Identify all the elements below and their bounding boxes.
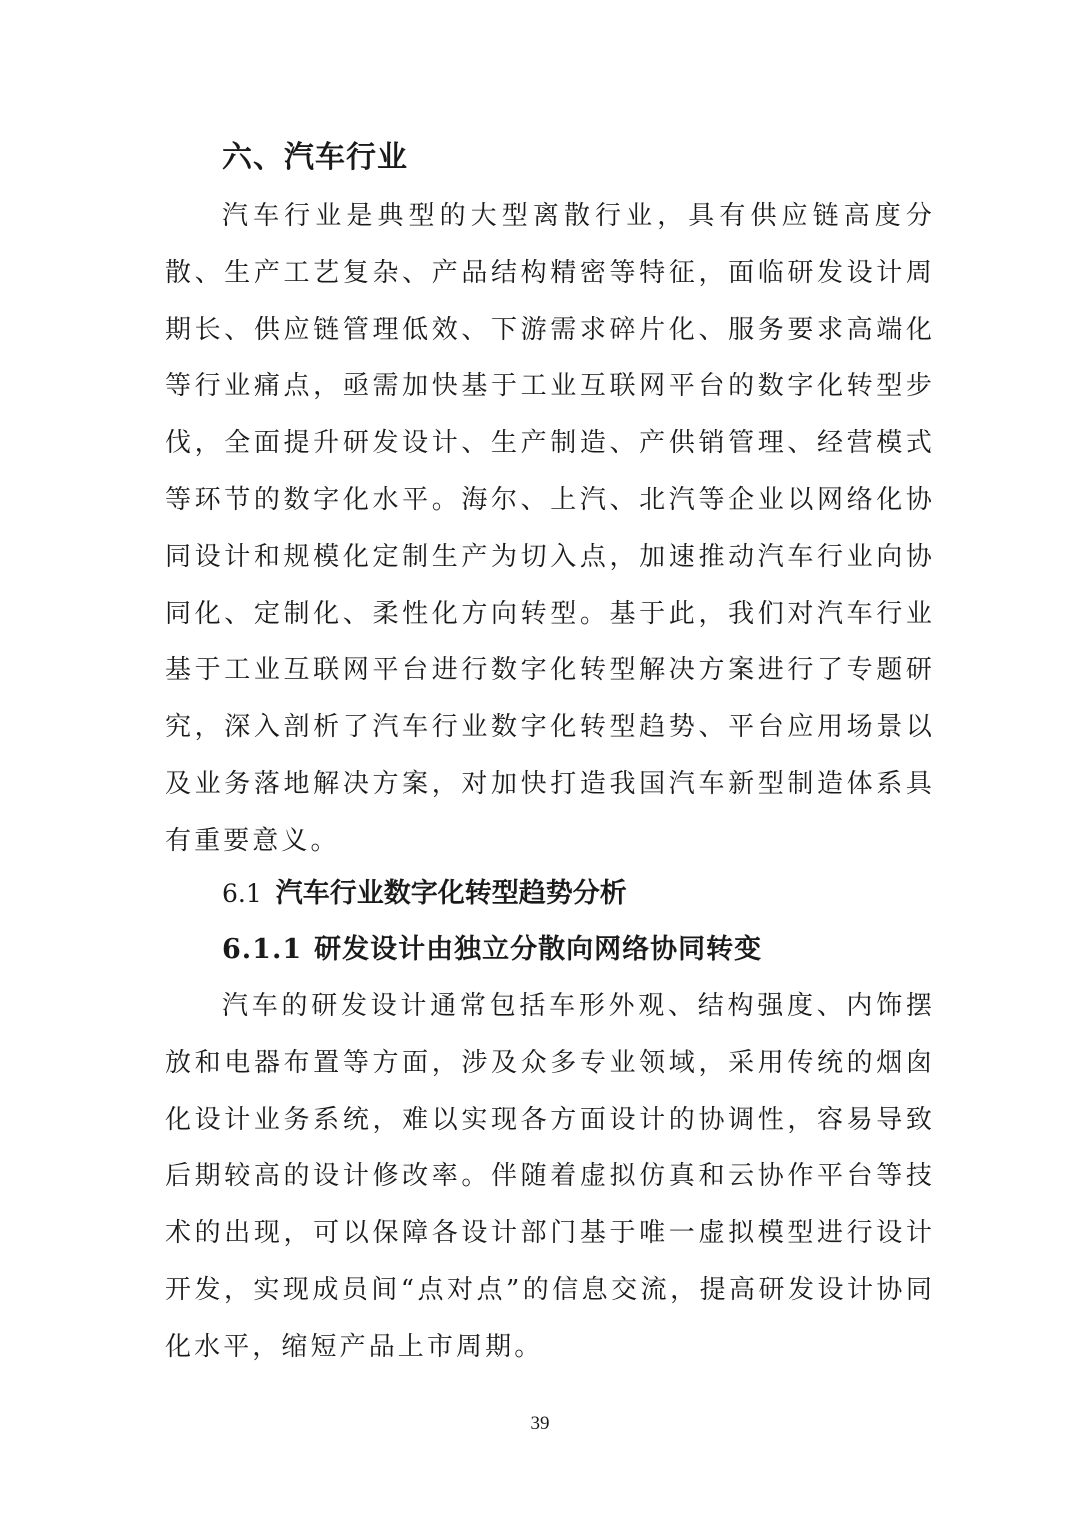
paragraph-intro: 汽车行业是典型的大型离散行业，具有供应链高度分散、生产工艺复杂、产品结构精密等特征，面临研发设计周期长、供应链管理低效、下游需求碎片化、服务要求高端化等行业痛点，亟需加快基于工业互联网平台的数字化转型步伐，全面提升研发设计、生产制造、产供销管理、经营模式等环节的数字化水平。海尔、上汽、北汽等企业以网络化协同设计和规模化定制生产为切入点，加速推动汽车行业向协同化、定制化、柔性化方向转型。基于此，我们对汽车行业基于工业互联网平台进行数字化转型解决方案进行了专题研究，深入剖析了汽车行业数字化转型趋势、平台应用场景以及业务落地解决方案，对加快打造我国汽车新型制造体系具有重要意义。 bbox=[165, 201, 935, 856]
subsubsection-heading bbox=[222, 926, 762, 974]
paragraph-rd-design: 汽车的研发设计通常包括车形外观、结构强度、内饰摆放和电器布置等方面，涉及众多专业领域，采用传统的烟囱化设计业务系统，难以实现各方面设计的协调性，容易导致后期较高的设计修改率。伴随着虚拟仿真和云协作平台等技术的出现，可以保障各设计部门基于唯一虚拟模型进行设计开发，实现成员间“点对点”的信息交流，提高研发设计协同化水平，缩短产品上市周期。 bbox=[165, 991, 935, 1362]
subsubsection-number: 6.1.1 bbox=[222, 934, 303, 965]
section-title: 六、汽车行业 bbox=[222, 140, 408, 175]
page-number: 39 bbox=[530, 1413, 550, 1434]
subsection-heading bbox=[222, 870, 627, 918]
subsection-number: 6.1 bbox=[222, 879, 262, 908]
subsubsection-title: 研发设计由独立分散向网络协同转变 bbox=[314, 934, 763, 965]
subsection-title: 汽车行业数字化转型趋势分析 bbox=[275, 878, 627, 909]
